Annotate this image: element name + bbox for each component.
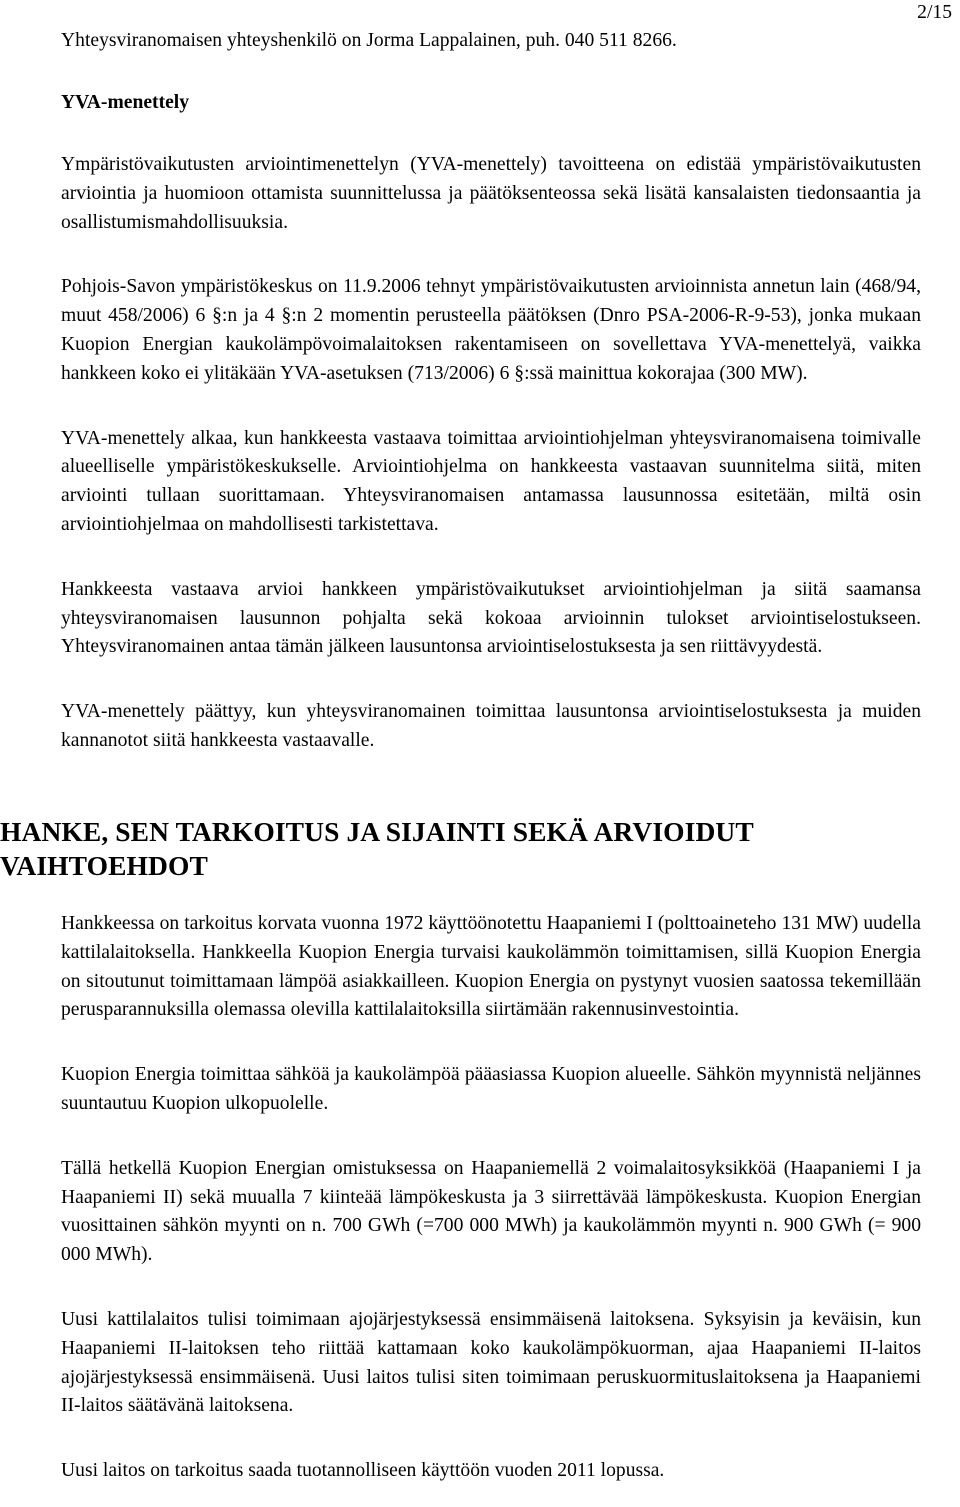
yva-paragraph-5: YVA-menettely päättyy, kun yhteysviranomainen toimittaa lausuntonsa arviointiselostuksesta ja muiden kannanotot siitä hankkeesta vastaavalle.: [61, 701, 921, 751]
hanke-paragraph-4: Uusi kattilalaitos tulisi toimimaan ajojärjestyksessä ensimmäisenä laitoksena. Syksyisin ja keväisin, kun Haapaniemi II-laitoksen teho riittää kattamaan koko kaukolämpökuorman, ajaa Haapaniemi II-laitos ajojärjestyksessä ensimmäisenä. Uusi laitos tulisi siten toimimaan peruskuormituslaitoksena ja Haapaniemi II-laitos säätävänä laitoksena.: [61, 1308, 921, 1417]
yva-paragraph-3: YVA-menettely alkaa, kun hankkeesta vastaava toimittaa arviointiohjelman yhteysviranomaisena toimivalle alueelliselle ympäristökeskukselle. Arviointiohjelma on hankkeesta vastaavan suunnitelma siitä, miten arviointi tullaan suorittamaan. Yhteysviranomaisen antamassa lausunnossa esitetään, miltä osin arviointiohjelmaa on mahdollisesti tarkistettava.: [61, 427, 921, 535]
main-content: [61, 27, 921, 756]
hanke-paragraph-1: Hankkeessa on tarkoitus korvata vuonna 1972 käyttöönotettu Haapaniemi I (polttoaineteho 131 MW) uudella kattilalaitoksella. Hankkeella Kuopion Energia turvaisi kaukolämmön toimittamisen, sillä Kuopion Energia on sitoutunut toimittamaan lämpöä asiakkailleen. Kuopion Energia on pystynyt vuosien saatossa tekemillään perusparannuksilla olemassa olevilla kattilalaitoksilla siirtämään rakennusinvestointia.: [61, 913, 921, 1021]
hanke-paragraph-5: Uusi laitos on tarkoitus saada tuotannolliseen käyttöön vuoden 2011 lopussa.: [61, 1460, 665, 1482]
yva-paragraph-1: Ympäristövaikutusten arviointimenettelyn (YVA-menettely) tavoitteena on edistää ympäristövaikutusten arviointia ja huomioon ottamista suunnittelussa ja päätöksenteossa sekä lisätä kansalaisten tiedonsaantia ja osallistumismahdollisuuksia.: [61, 154, 921, 233]
contact-line: Yhteysviranomaisen yhteyshenkilö on Jorma Lappalainen, puh. 040 511 8266.: [61, 30, 677, 51]
hanke-paragraph-3: Tällä hetkellä Kuopion Energian omistuksessa on Haapaniemellä 2 voimalaitosyksikköä (Haapaniemi I ja Haapaniemi II) sekä muualla 7 kiinteää lämpökeskusta ja 3 siirrettävää lämpökeskusta. Kuopion Energian vuosittainen sähkön myynti on n. 700 GWh (=700 000 MWh) ja kaukolämmön myynti n. 900 GWh (= 900 000 MWh).: [61, 1157, 921, 1266]
section-heading: HANKE, SEN TARKOITUS JA SIJAINTI SEKÄ ARVIOIDUT VAIHTOEHDOT: [0, 816, 754, 881]
yva-paragraph-2: Pohjois-Savon ympäristökeskus on 11.9.2006 tehnyt ympäristövaikutusten arvioinnista annetun lain (468/94, muut 458/2006) 6 §:n ja 4 §:n 2 momentin perusteella päätöksen (Dnro PSA-2006-R-9-53), jonka mukaan Kuopion Energian kaukolämpövoimalaitoksen rakentamiseen on sovellettava YVA-menettelyä, vaikka hankkeen koko ei ylitäkään YVA-asetuksen (713/2006) 6 §:ssä mainittua kokorajaa (300 MW).: [61, 276, 921, 384]
hanke-paragraph-2: Kuopion Energia toimittaa sähköä ja kaukolämpöä pääasiassa Kuopion alueelle. Sähkön myynnistä neljännes suuntautuu Kuopion ulkopuolelle.: [61, 1064, 921, 1114]
hanke-content: [61, 910, 921, 1486]
yva-heading: YVA-menettely: [61, 92, 190, 113]
yva-paragraph-4: Hankkeesta vastaava arvioi hankkeen ympäristövaikutukset arviointiohjelman ja siitä saamansa yhteysviranomaisen lausunnon pohjalta sekä kokoaa arvioinnin tulokset arviointiselostukseen. Yhteysviranomainen antaa tämän jälkeen lausuntonsa arviointiselostuksesta ja sen riittävyydestä.: [61, 578, 921, 658]
page-number: 2/15: [917, 2, 952, 23]
